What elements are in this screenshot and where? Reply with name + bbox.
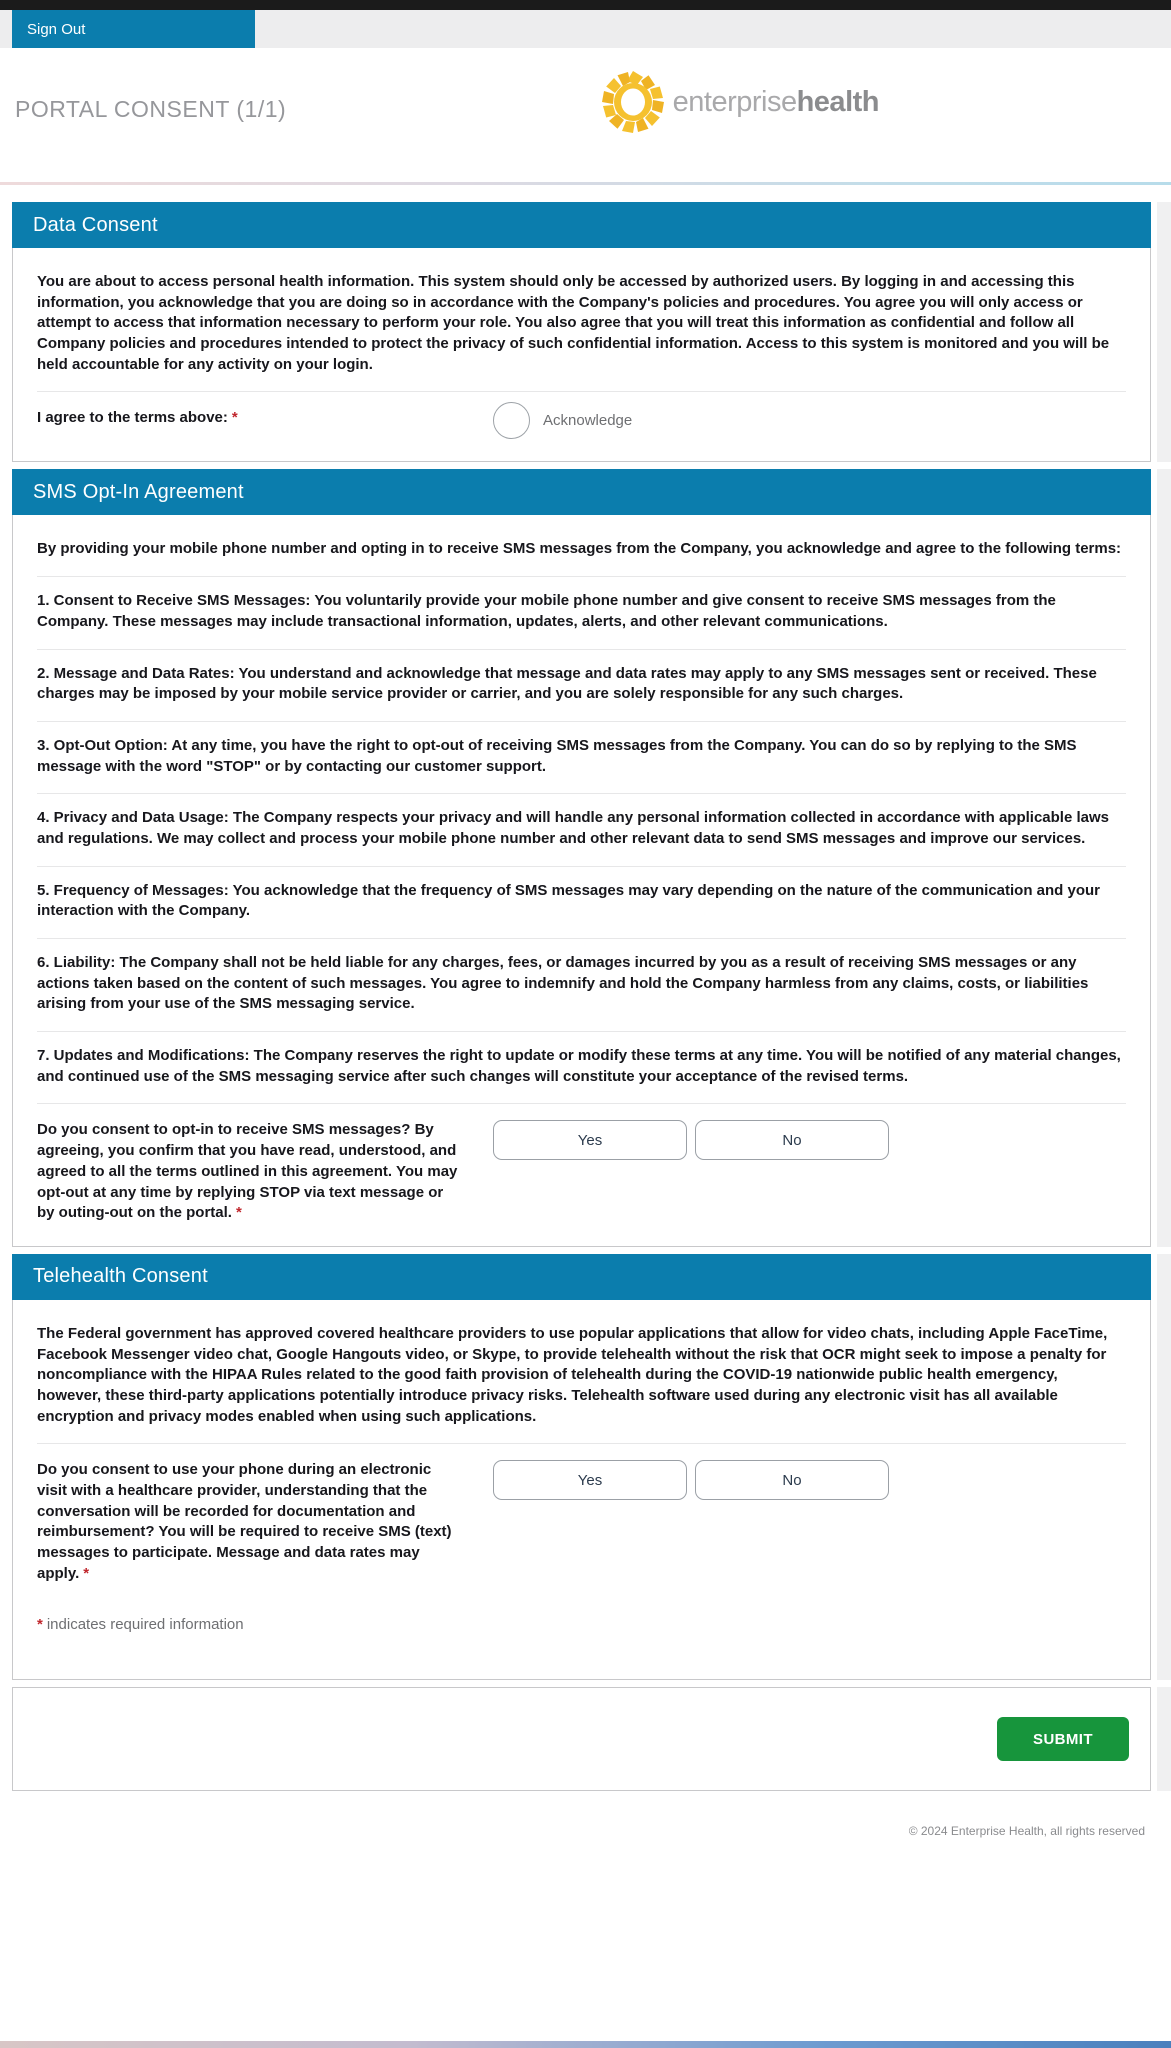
agree-label: I agree to the terms above: * <box>37 409 238 427</box>
sms-term-1: 1. Consent to Receive SMS Messages: You voluntarily provide your mobile phone number and give consent to receive SMS messages from the Company. These messages may include transactional information, updates, alerts, and other relevant communications. <box>37 576 1126 648</box>
telehealth-text: The Federal government has approved covered healthcare providers to use popular applications that allow for video chats, including Apple FaceTime, Facebook Messenger video chat, Google Hangouts video, or Skype, to provide telehealth without the risk that OCR might seek to impose a penalty for noncompliance with the HIPAA Rules related to the good faith provision of telehealth during the COVID-19 nationwide public health emergency, however, these third-party applications potentially introduce privacy risks. Telehealth software used during any electronic visit has all available encryption and privacy modes enabled when using such applications. <box>37 1324 1108 1425</box>
page-background-strip <box>1157 1254 1171 1681</box>
copyright-text: © 2024 Enterprise Health, all rights reserved <box>908 1824 1145 1839</box>
required-asterisk: * <box>83 1564 90 1582</box>
logo-word-enterprise: enterprise <box>672 85 797 118</box>
sms-term-7: 7. Updates and Modifications: The Company reserves the right to update or modify these terms at any time. You will be notified of any material changes, and continued use of the SMS messaging service after such changes will constitute your acceptance of the revised terms. <box>37 1031 1126 1103</box>
required-asterisk: * <box>235 1204 242 1222</box>
sms-term-6: 6. Liability: The Company shall not be held liable for any charges, fees, or damages incurred by you as a result of receiving SMS messages or any actions taken based on the content of such messages. You agree to indemnify and hold the Company harmless from any claims, costs, or liabilities arising from your use of the SMS messaging service. <box>37 938 1126 1031</box>
sms-optin-section <box>12 469 1171 1246</box>
sunburst-logo-icon <box>601 70 665 134</box>
page-background-strip <box>1157 1687 1171 1791</box>
sms-question-label: Do you consent to opt-in to receive SMS messages? By agreeing, you confirm that you have read, understood, and agreed to all the terms outlined in this agreement. You may opt-out at any time by replying STOP via text message or by outing-out on the portal. * <box>37 1121 458 1222</box>
data-consent-text: You are about to access personal health information. This system should only be accessed by authorized users. By logging in and accessing this information, you acknowledge that you are doing so in accordance with the Company's policies and procedures. You agree you will only access or attempt to access that information necessary to perform your role. You also agree that you will treat this information as confidential and follow all Company policies and procedures intended to protect the privacy of such confidential information. Access to this system is monitored and you will be held accountable for any activity on your login. <box>37 273 1110 373</box>
submit-section <box>12 1687 1171 1791</box>
telehealth-yes-button[interactable]: Yes <box>493 1460 687 1500</box>
required-asterisk: * <box>37 1616 43 1634</box>
logo-word-health: health <box>796 85 879 118</box>
acknowledge-label: Acknowledge <box>543 412 633 430</box>
sms-term-4: 4. Privacy and Data Usage: The Company respects your privacy and will handle any personal information collected in accordance with applicable laws and regulations. We may collect and process your mobile phone number and other relevant data to send SMS messages and improve our services. <box>37 793 1126 865</box>
sms-term-3: 3. Opt-Out Option: At any time, you have the right to opt-out of receiving SMS messages from the Company. You can do so by replying to the SMS message with the word "STOP" or by contacting our customer support. <box>37 721 1126 793</box>
logo-wordmark <box>673 86 879 119</box>
page-title: PORTAL CONSENT (1/1) <box>15 96 287 122</box>
acknowledge-radio[interactable] <box>493 402 530 439</box>
submit-button[interactable]: SUBMIT <box>997 1717 1129 1761</box>
sms-yes-button[interactable]: Yes <box>493 1120 687 1160</box>
required-information-note: * indicates required information <box>37 1616 244 1634</box>
sign-out-label: Sign Out <box>27 20 86 38</box>
data-consent-section <box>12 202 1171 462</box>
telehealth-question-controls <box>493 1460 897 1500</box>
acknowledge-control <box>493 402 632 439</box>
page-header <box>0 48 1171 182</box>
telehealth-body <box>12 1300 1151 1681</box>
page-background-strip <box>1157 469 1171 1246</box>
sms-term-5: 5. Frequency of Messages: You acknowledge that the frequency of SMS messages may vary depending on the nature of the communication and your interaction with the Company. <box>37 866 1126 938</box>
tab-band <box>0 10 1171 48</box>
telehealth-section <box>12 1254 1171 1681</box>
sms-optin-title: SMS Opt-In Agreement <box>33 480 244 503</box>
telehealth-question-row <box>37 1443 1126 1590</box>
data-consent-title: Data Consent <box>33 213 158 236</box>
sms-question-row <box>37 1103 1126 1229</box>
top-black-bar <box>0 0 1171 10</box>
bottom-gradient-bar <box>0 2041 1171 2048</box>
telehealth-no-button[interactable]: No <box>695 1460 889 1500</box>
submit-card <box>12 1687 1151 1791</box>
sms-term-2: 2. Message and Data Rates: You understand and acknowledge that message and data rates may apply to any SMS messages sent or received. These charges may be imposed by your mobile service provider or carrier, and you are solely responsible for any such charges. <box>37 649 1126 721</box>
data-consent-header <box>12 202 1151 248</box>
sms-question-controls <box>493 1120 897 1160</box>
data-consent-body <box>12 248 1151 462</box>
telehealth-question-label: Do you consent to use your phone during an electronic visit with a healthcare provider, understanding that the conversation will be recorded for documentation and reimbursement? You will be required to receive SMS (text) messages to participate. Message and data rates may apply. * <box>37 1461 452 1582</box>
agree-row <box>37 391 1126 445</box>
sms-optin-header <box>12 469 1151 515</box>
sms-no-button[interactable]: No <box>695 1120 889 1160</box>
required-asterisk: * <box>231 409 238 427</box>
sign-out-tab[interactable] <box>12 10 255 48</box>
sms-optin-body <box>12 515 1151 1246</box>
sms-intro-text: By providing your mobile phone number and opting in to receive SMS messages from the Company, you acknowledge and agree to the following terms: <box>37 540 1122 558</box>
enterprise-health-logo <box>601 70 879 134</box>
telehealth-header <box>12 1254 1151 1300</box>
telehealth-title: Telehealth Consent <box>33 1265 208 1288</box>
main-content <box>0 185 1171 1842</box>
page-background-strip <box>1157 202 1171 462</box>
